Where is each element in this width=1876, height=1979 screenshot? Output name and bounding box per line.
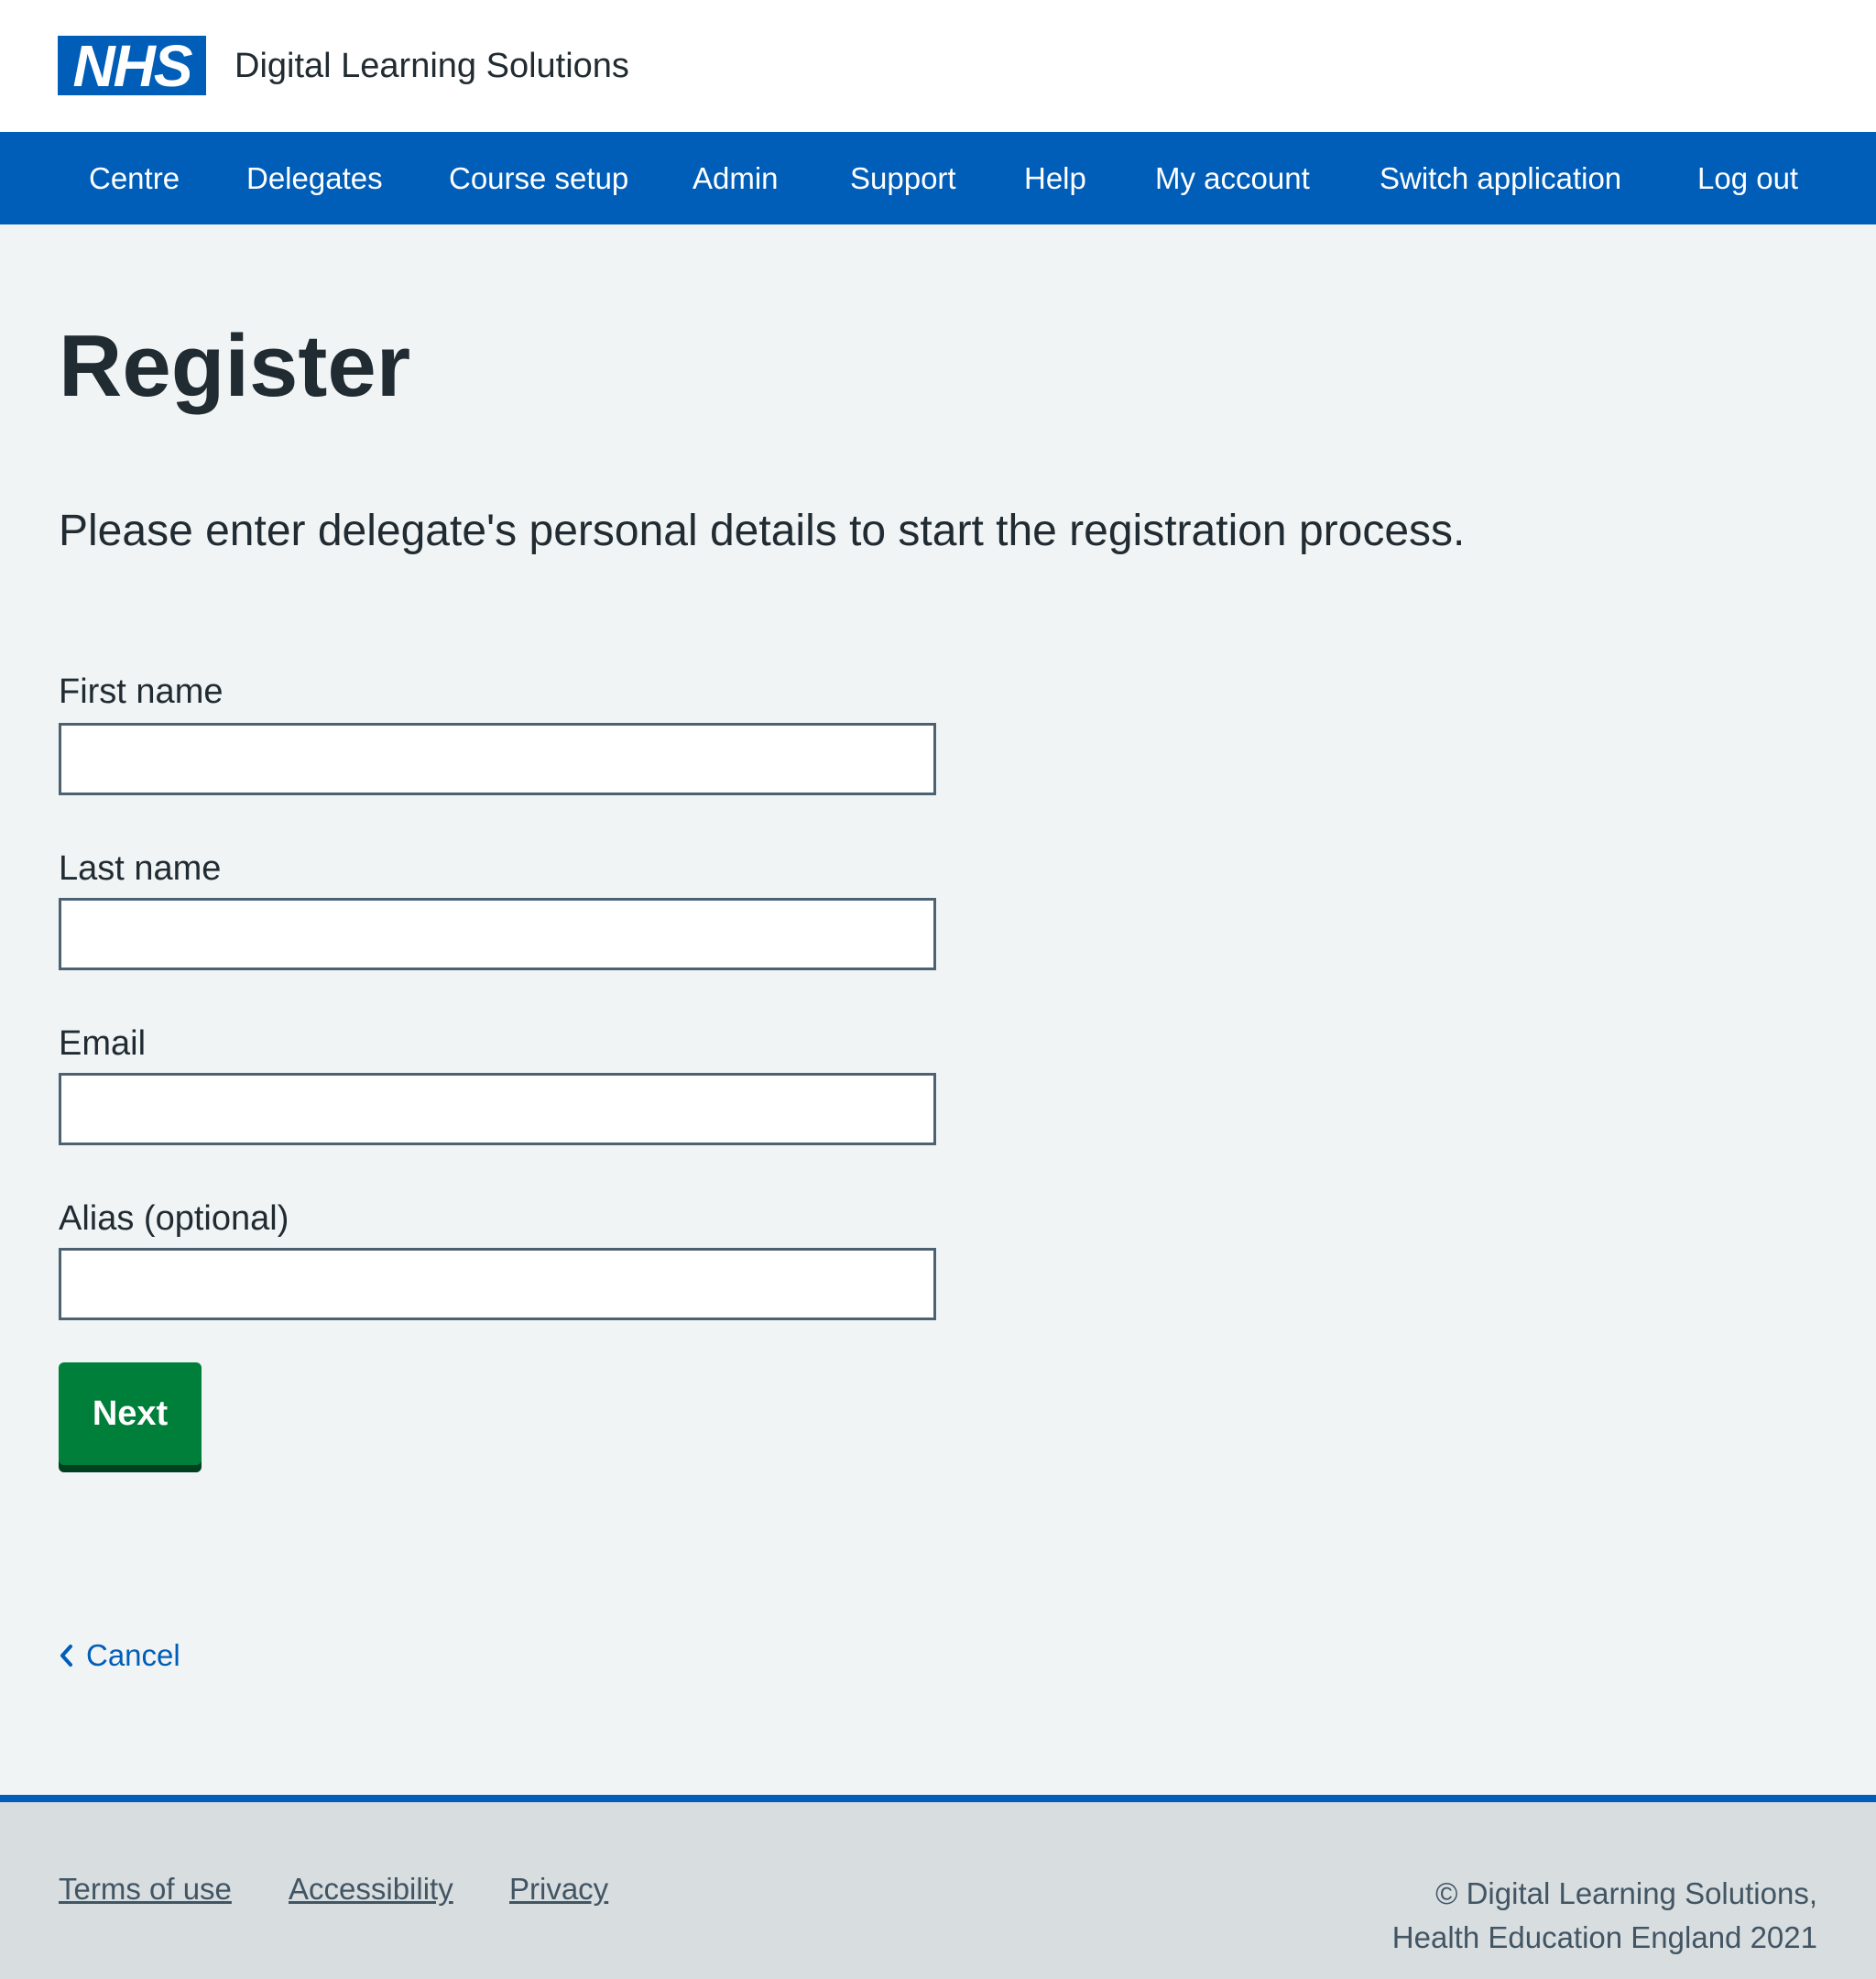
last-name-label: Last name (59, 849, 222, 888)
intro-text: Please enter delegate's personal details to start the registration process. (59, 507, 1466, 555)
nav-item-my-account[interactable]: My account (1155, 161, 1310, 195)
page-title: Register (59, 317, 411, 415)
site-footer (0, 1795, 1876, 1979)
nav-item-course-setup[interactable]: Course setup (449, 161, 629, 195)
nhs-logo[interactable] (58, 36, 206, 95)
cancel-link[interactable] (59, 1633, 180, 1678)
nav-item-support[interactable]: Support (850, 161, 956, 195)
first-name-label: First name (59, 672, 224, 711)
chevron-left-icon (59, 1644, 73, 1667)
nav-item-log-out[interactable]: Log out (1697, 161, 1799, 195)
copyright-line-1: © Digital Learning Solutions, (1435, 1876, 1817, 1910)
last-name-input[interactable] (59, 898, 936, 970)
email-label: Email (59, 1024, 147, 1063)
footer-link-privacy[interactable]: Privacy (509, 1872, 609, 1906)
nav-item-delegates[interactable]: Delegates (246, 161, 383, 195)
nhs-logo-text: NHS (72, 36, 191, 95)
primary-navigation (0, 132, 1876, 224)
nhs-logo-graphic (58, 36, 206, 95)
next-button[interactable]: Next (59, 1362, 202, 1465)
service-name[interactable]: Digital Learning Solutions (234, 47, 629, 85)
copyright-text (1392, 1872, 1817, 1960)
copyright-line-2: Health Education England 2021 (1391, 1920, 1817, 1954)
cancel-link-label: Cancel (86, 1638, 180, 1672)
first-name-input[interactable] (59, 723, 936, 795)
nav-item-switch-application[interactable]: Switch application (1380, 161, 1622, 195)
nav-item-centre[interactable]: Centre (89, 161, 180, 195)
site-header (0, 0, 1876, 132)
main-content (0, 224, 1876, 1795)
footer-link-accessibility[interactable]: Accessibility (289, 1872, 453, 1906)
alias-input[interactable] (59, 1248, 936, 1320)
nav-item-help[interactable]: Help (1024, 161, 1086, 195)
footer-link-terms-of-use[interactable]: Terms of use (59, 1872, 232, 1906)
email-input[interactable] (59, 1073, 936, 1145)
nav-item-admin[interactable]: Admin (693, 161, 779, 195)
alias-label: Alias (optional) (59, 1199, 289, 1238)
